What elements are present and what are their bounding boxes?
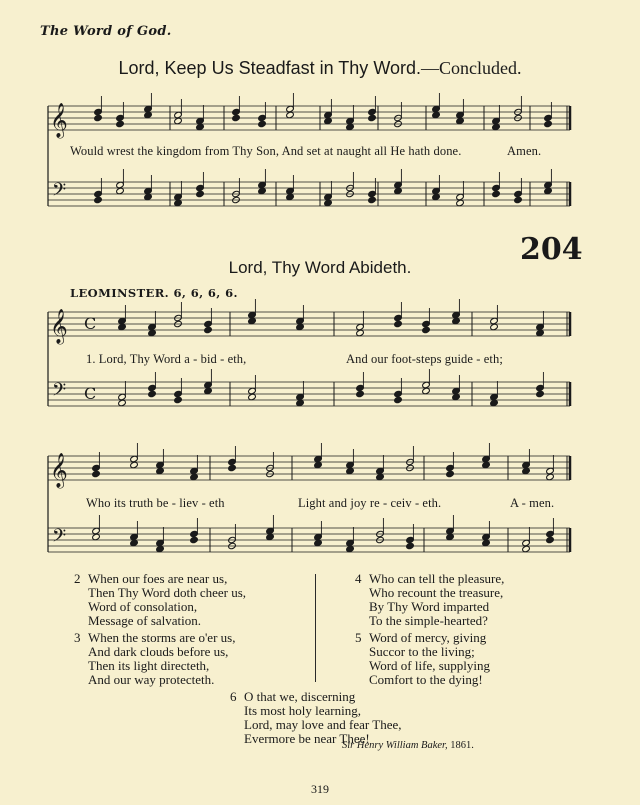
stanza-number: 6 [230,689,237,704]
stanza-line: When the storms are o'er us, [88,630,236,645]
stanza-line: And our way protecteth. [88,672,215,687]
note-head [368,114,377,121]
stanza-line: O that we, discerning [244,689,356,704]
lyric-line: Light and joy re - ceiv - eth. [298,496,442,510]
stanza-line: Then Thy Word doth cheer us, [88,585,247,600]
note-head [204,326,213,333]
note-head [546,473,555,480]
stanza-line: Word of consolation, [88,599,198,614]
note-head [432,193,441,200]
note-head [544,187,553,194]
note-head [130,539,139,546]
note-head [422,326,431,333]
note-head [376,473,385,480]
note-head [148,390,157,397]
note-head [356,390,365,397]
note-head [248,393,257,400]
stanza-number: 5 [355,630,362,645]
author-attribution [342,740,474,751]
hymn-number: 204 [520,232,583,267]
note-head [94,196,103,203]
note-head [130,461,139,468]
note-head [156,467,165,474]
stanza-line: Word of life, supplying [369,658,490,673]
note-head [144,193,153,200]
note-head [258,120,267,127]
stanza-line: And dark clouds before us, [88,644,229,659]
stanza-number: 4 [355,571,362,586]
note-head [174,117,183,124]
running-head: The Word of God. [40,24,172,39]
note-head [118,399,127,406]
stanza-number: 3 [74,630,81,645]
note-head [482,461,491,468]
hymn-continued-suffix: —Concluded. [421,58,522,78]
note-head [546,536,555,543]
note-head [258,187,267,194]
note-head [406,542,415,549]
time-signature: C [84,384,97,403]
note-head [314,461,323,468]
stanza-line: Succor to the living; [369,644,475,659]
lyric-amen: A - men. [510,496,555,510]
note-head [144,111,153,118]
note-head [116,120,125,127]
note-head [148,329,157,336]
note-head [490,399,499,406]
hymn-title: Lord, Thy Word Abideth. [228,258,412,277]
note-head [92,470,101,477]
stanza-line: Message of salvation. [88,613,202,628]
note-head [346,545,355,552]
note-head [286,111,295,118]
note-head [492,123,501,130]
note-head [156,545,165,552]
stanza-line: Who recount the treasure, [369,585,504,600]
stanza-number: 2 [74,571,81,586]
stanza-line: Its most holy learning, [244,703,361,718]
note-head [118,323,127,330]
note-head [456,199,465,206]
lyric-line: Who its truth be - liev - eth [86,496,225,510]
note-head [536,329,545,336]
note-head [286,193,295,200]
note-head [296,323,305,330]
note-head [346,123,355,130]
stanza [230,690,402,746]
stanza-line: To the simple-hearted? [369,613,488,628]
stanza-line: When our foes are near us, [88,571,228,586]
stanza [74,631,235,687]
note-head [196,190,205,197]
time-signature: C [84,314,97,333]
note-head [324,117,333,124]
treble-clef: 𝄞 [50,309,68,344]
stanza-line: Word of mercy, giving [369,630,487,645]
note-head [266,533,275,540]
note-head [232,114,241,121]
note-head [522,545,531,552]
note-head [522,467,531,474]
treble-clef: 𝄞 [50,103,68,138]
note-head [394,320,403,327]
lyric-line: 1. Lord, Thy Word a - bid - eth, [86,352,247,366]
bass-clef: 𝄢 [52,180,67,205]
stanza [355,572,504,628]
note-head [116,187,125,194]
note-head [248,317,257,324]
note-head [432,111,441,118]
note-head [446,470,455,477]
note-head [394,396,403,403]
note-head [190,536,199,543]
note-head [482,539,491,546]
stanza-line: Evermore be near Thee! [244,731,370,746]
note-head [490,323,499,330]
note-head [296,399,305,406]
lyric-line: And our foot-steps guide - eth; [346,352,503,366]
page-number: 319 [311,782,329,796]
note-head [456,117,465,124]
note-head [492,190,501,197]
stanza-line: Then its light directeth, [88,658,210,673]
stanza [355,631,490,687]
note-head [356,329,365,336]
note-head [94,114,103,121]
note-head [394,187,403,194]
note-head [346,467,355,474]
note-head [544,120,553,127]
note-head [452,317,461,324]
note-head [422,387,431,394]
note-head [174,199,183,206]
stanza-line: Who can tell the pleasure, [369,571,505,586]
stanza-line: Comfort to the dying! [369,672,483,687]
note-head [446,533,455,540]
bass-clef: 𝄢 [52,380,67,405]
author-name: Sir Henry William Baker, [342,740,448,751]
note-head [452,393,461,400]
note-head [536,390,545,397]
bass-clef: 𝄢 [52,526,67,551]
stanza [74,572,246,628]
author-year: 1861. [450,740,474,751]
tune-name: LEOMINSTER. 6, 6, 6, 6. [70,286,238,300]
hymn-continued-amen: Amen. [507,144,542,158]
note-head [314,539,323,546]
column-divider [315,574,316,682]
hymn-continued-lyric: Would wrest the kingdom from Thy Son, And set at naught all He hath done. [70,144,462,158]
stanza-line: By Thy Word imparted [369,599,490,614]
note-head [324,199,333,206]
note-head [368,196,377,203]
note-head [92,533,101,540]
note-head [228,464,237,471]
stanza-line: Lord, may love and fear Thee, [244,717,402,732]
hymn-continued-title-text: Lord, Keep Us Steadfast in Thy Word. [118,58,421,78]
note-head [196,123,205,130]
note-head [190,473,199,480]
treble-clef: 𝄞 [50,453,68,488]
note-head [174,396,183,403]
note-head [204,387,213,394]
note-head [514,196,523,203]
